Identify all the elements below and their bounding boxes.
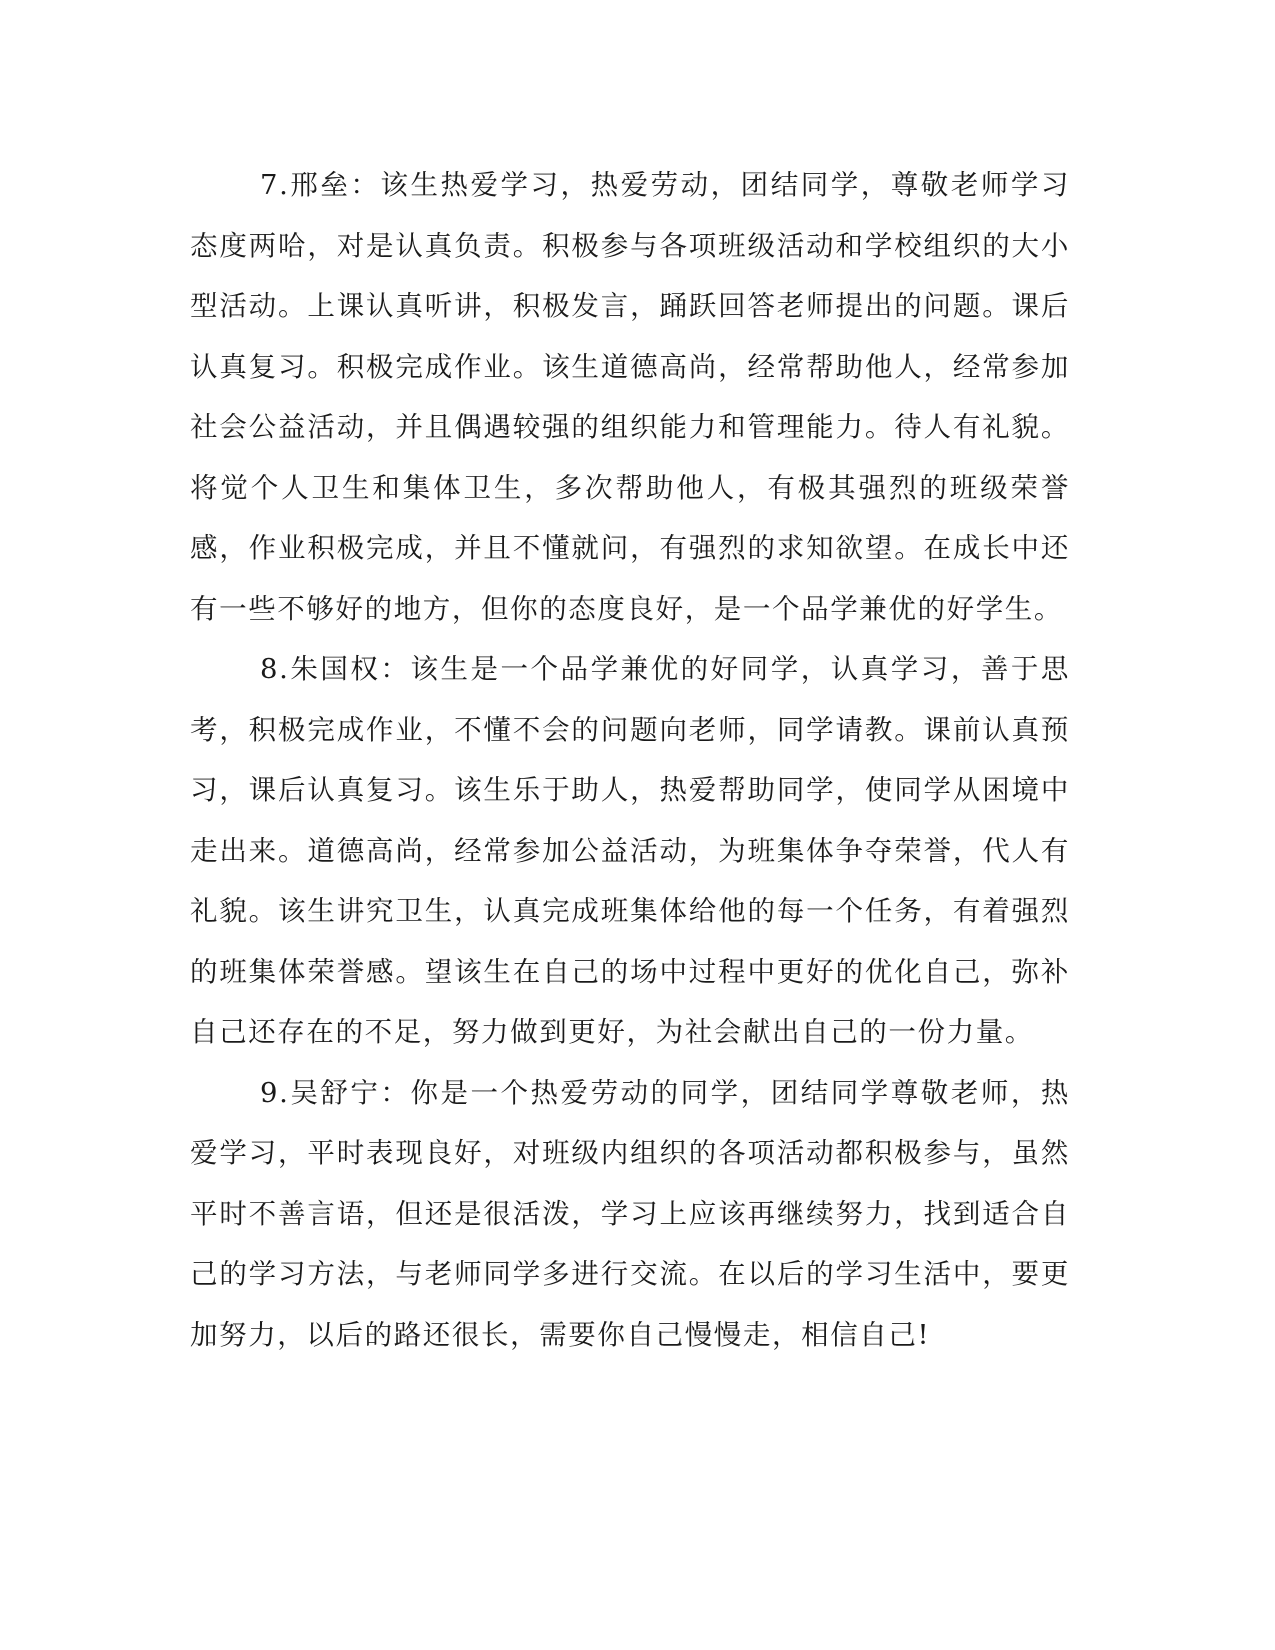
comment-paragraph-8: 8.朱国权：该生是一个品学兼优的好同学，认真学习，善于思考，积极完成作业，不懂不会的问题向老师，同学请教。课前认真预习，课后认真复习。该生乐于助人，热爱帮助同学，使同学从困境中走出来。道德高尚，经常参加公益活动，为班集体争夺荣誉，代人有礼貌。该生讲究卫生，认真完成班集体给他的每一个任务，有着强烈的班集体荣誉感。望该生在自己的场中过程中更好的优化自己，弥补自己还存在的不足，努力做到更好，为社会献出自己的一份力量。 (190, 653, 1070, 1048)
document-body (190, 155, 1070, 1365)
comment-paragraph-9: 9.吴舒宁：你是一个热爱劳动的同学，团结同学尊敬老师，热爱学习，平时表现良好，对班级内组织的各项活动都积极参与，虽然平时不善言语，但还是很活泼，学习上应该再继续努力，找到适合自己的学习方法，与老师同学多进行交流。在以后的学习生活中，要更加努力，以后的路还很长，需要你自己慢慢走，相信自己! (190, 1076, 1070, 1351)
comment-paragraph-7: 7.邢垒：该生热爱学习，热爱劳动，团结同学，尊敬老师学习态度两哈，对是认真负责。积极参与各项班级活动和学校组织的大小型活动。上课认真听讲，积极发言，踊跃回答老师提出的问题。课后认真复习。积极完成作业。该生道德高尚，经常帮助他人，经常参加社会公益活动，并且偶遇较强的组织能力和管理能力。待人有礼貌。将觉个人卫生和集体卫生，多次帮助他人，有极其强烈的班级荣誉感，作业积极完成，并且不懂就问，有强烈的求知欲望。在成长中还有一些不够好的地方，但你的态度良好，是一个品学兼优的好学生。 (190, 169, 1070, 625)
